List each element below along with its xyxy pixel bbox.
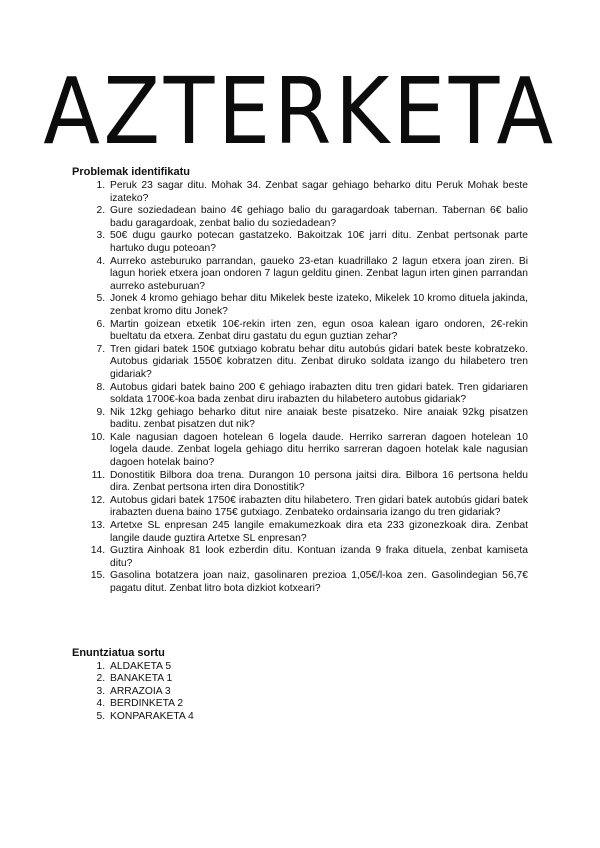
problem-item-9: 9. Nik 12kg gehiago beharko ditut nire anaiak beste pisatzeko. Nire anaiak 92kg pisatzen baditu. zenbat pisatzen dut nik? xyxy=(108,407,528,432)
problem-item-1: 1. Peruk 23 sagar ditu. Mohak 34. Zenbat sagar gehiago beharko ditu Peruk Mohak beste izateko? xyxy=(108,180,528,205)
statement-item-5: 5. KONPARAKETA 4 xyxy=(108,711,528,723)
problem-item-15: 15. Gasolina botatzera joan naiz, gasolinaren prezioa 1,05€/l-koa zen. Gasolindegian 56,7€ pagatu ditut. Zenbat litro bota dizkiot kotxeari? xyxy=(108,570,528,595)
statement-item-3: 3. ARRAZOIA 3 xyxy=(108,686,528,698)
statement-item-4: 4. BERDINKETA 2 xyxy=(108,698,528,710)
problem-item-13: 13. Artetxe SL enpresan 245 langile emakumezkoak dira eta 233 gizonezkoak dira. Zenbat langile daude guztira Artetxe SL enpresan? xyxy=(108,520,528,545)
problem-item-14: 14. Guztira Ainhoak 81 look ezberdin ditu. Kontuan izanda 9 fraka dituela, zenbat kamiseta ditu? xyxy=(108,545,528,570)
problems-list xyxy=(72,180,528,596)
statement-item-2: 2. BANAKETA 1 xyxy=(108,673,528,685)
problems-heading: Problemak identifikatu xyxy=(72,166,190,178)
problem-item-11: 11. Donostitik Bilbora doa trena. Durangon 10 persona jaitsi dira. Bilbora 16 pertsona heldu dira. Zenbat pertsona irten dira Donostitik? xyxy=(108,470,528,495)
problem-item-10: 10. Kale nagusian dagoen hotelean 6 logela daude. Herriko sarreran dagoen hotelean 10 logela daude. Zenbat logela gehiago ditu herriko sarreran dagoen hotelak kale nagusian dagoen hotelak baino? xyxy=(108,432,528,470)
problem-item-5: 5. Jonek 4 kromo gehiago behar ditu Mikelek beste izateko, Mikelek 10 kromo dituela jakinda, zenbat kromo ditu Jonek? xyxy=(108,293,528,318)
problem-item-8: 8. Autobus gidari batek baino 200 € gehiago irabazten ditu tren gidari batek. Tren gidariaren soldata 1700€-koa bada zenbat diru irabazten du hilabetero autobus gidariak? xyxy=(108,382,528,407)
statements-section xyxy=(72,647,528,723)
problem-item-7: 7. Tren gidari batek 150€ gutxiago kobratu behar ditu autobús gidari batek beste kobratzeko. Autobus gidariak 1550€ kobratzen ditu. Zenbat diruko soldata izango du hilabetero tren gidariak? xyxy=(108,344,528,382)
problem-item-6: 6. Martin goizean etxetik 10€-rekin irten zen, egun osoa kalean igaro ondoren, 2€-rekin bueltatu da etxera. Zenbat diru gastatu du egun guztian zehar? xyxy=(108,319,528,344)
problem-item-2: 2. Gure soziedadean baino 4€ gehiago balio du garagardoak tabernan. Tabernan 6€ balio badu garagardoak, zenbat balio du soziedadean? xyxy=(108,205,528,230)
problem-item-3: 3. 50€ dugu gaurko potecan gastatzeko. Bakoitzak 10€ jarri ditu. Zenbat pertsonak parte hartuko dugu poteoan? xyxy=(108,230,528,255)
problems-section xyxy=(72,166,528,596)
statements-list xyxy=(72,661,528,723)
problem-item-4: 4. Aurreko asteburuko parrandan, gaueko 23-etan kuadrillako 2 lagun etxera joan ziren. Bi lagun horiek etxera joan ondoren 7 lagun gelditu ginen. Zenbat lagun irten ginen parrandan aurreko asteburuan? xyxy=(108,256,528,294)
page-title: AZTERKETA xyxy=(43,58,557,165)
problem-item-12: 12. Autobus gidari batek 1750€ irabazten ditu hilabetero. Tren gidari batek autobús gidari batek irabazten duena baino 175€ gutxiago. Zenbateko ordainsaria izango du tren gidariak? xyxy=(108,495,528,520)
statement-item-1: 1. ALDAKETA 5 xyxy=(108,661,528,673)
statements-heading: Enuntziatua sortu xyxy=(72,647,165,659)
